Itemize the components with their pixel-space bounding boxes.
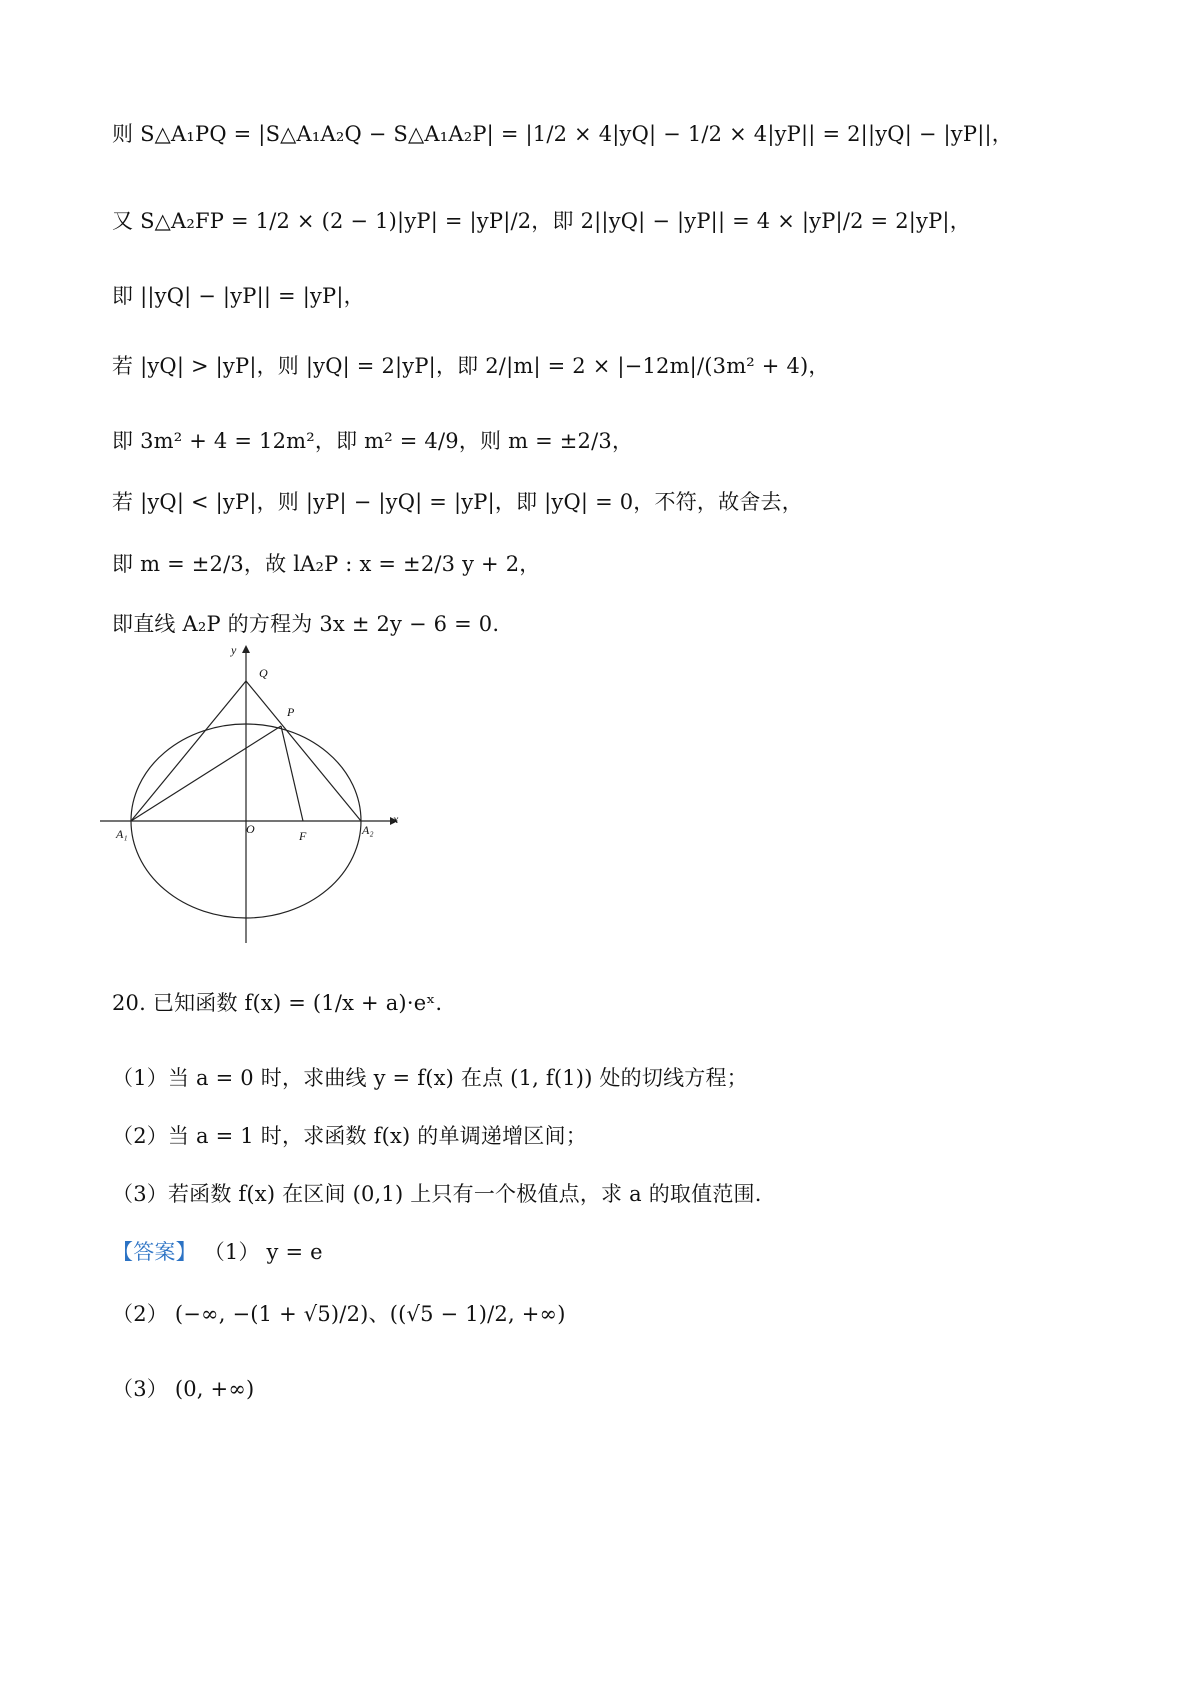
problem-20-part-1: （1）当 a = 0 时，求曲线 y = f(x) 在点 (1, f(1)) 处的切线方程； [112,1066,748,1090]
label-x-axis: x [393,812,399,826]
segment-a1-p [131,726,281,821]
answer-part-1: （1） y = e [203,1240,323,1264]
solution-line-area-apq: 则 S△A₁PQ = |S△A₁A₂Q − S△A₁A₂P| = |1/2 × 4|yQ| − 1/2 × 4|yP|| = 2||yQ| − |yP||， [112,122,1013,146]
solution-line-case-greater: 若 |yQ| > |yP|，则 |yQ| = 2|yP|，即 2/|m| = 2 × |−12m|/(3m² + 4)， [112,354,830,378]
label-origin-o: O [246,822,255,836]
label-point-f: F [299,829,307,843]
answer-tag: 【答案】 [112,1240,197,1264]
answer-part-2: （2） (−∞, −(1 + √5)/2)、((√5 − 1)/2, +∞) [112,1302,566,1326]
problem-20-part-2: （2）当 a = 1 时，求函数 f(x) 的单调递增区间； [112,1124,587,1148]
solution-line-final-equation: 即直线 A₂P 的方程为 3x ± 2y − 6 = 0. [112,612,500,636]
segment-p-f [281,726,303,821]
solution-line-line-equation: 即 m = ±2/3，故 lA₂P : x = ±2/3 y + 2， [112,552,541,576]
problem-20-part-3: （3）若函数 f(x) 在区间 (0,1) 上只有一个极值点，求 a 的取值范围. [112,1182,762,1206]
problem-20-title: 20. 已知函数 f(x) = (1/x + a)·eˣ. [112,991,443,1015]
solution-line-solve-m: 即 3m² + 4 = 12m²，即 m² = 4/9，则 m = ±2/3， [112,429,634,453]
solution-line-case-less: 若 |yQ| < |yP|，则 |yP| − |yQ| = |yP|，即 |yQ| = 0，不符，故舍去， [112,490,803,514]
label-point-a2: A₂ [362,823,374,837]
label-point-q: Q [259,666,268,680]
segment-q-a2 [246,681,361,821]
segment-a1-q [131,681,246,821]
y-axis-arrow [242,645,250,653]
label-y-axis: y [231,643,237,657]
label-point-p: P [287,705,295,719]
solution-line-abs-relation: 即 ||yQ| − |yP|| = |yP|， [112,284,365,308]
answer-header-line [112,1236,323,1266]
answer-part-3: （3） (0, +∞) [112,1377,255,1401]
label-point-a1: A₁ [116,827,128,841]
solution-line-area-a2fp: 又 S△A₂FP = 1/2 × (2 − 1)|yP| = |yP|/2，即 2||yQ| − |yP|| = 4 × |yP|/2 = 2|yP|， [112,209,971,233]
ellipse-figure [100,643,443,1033]
